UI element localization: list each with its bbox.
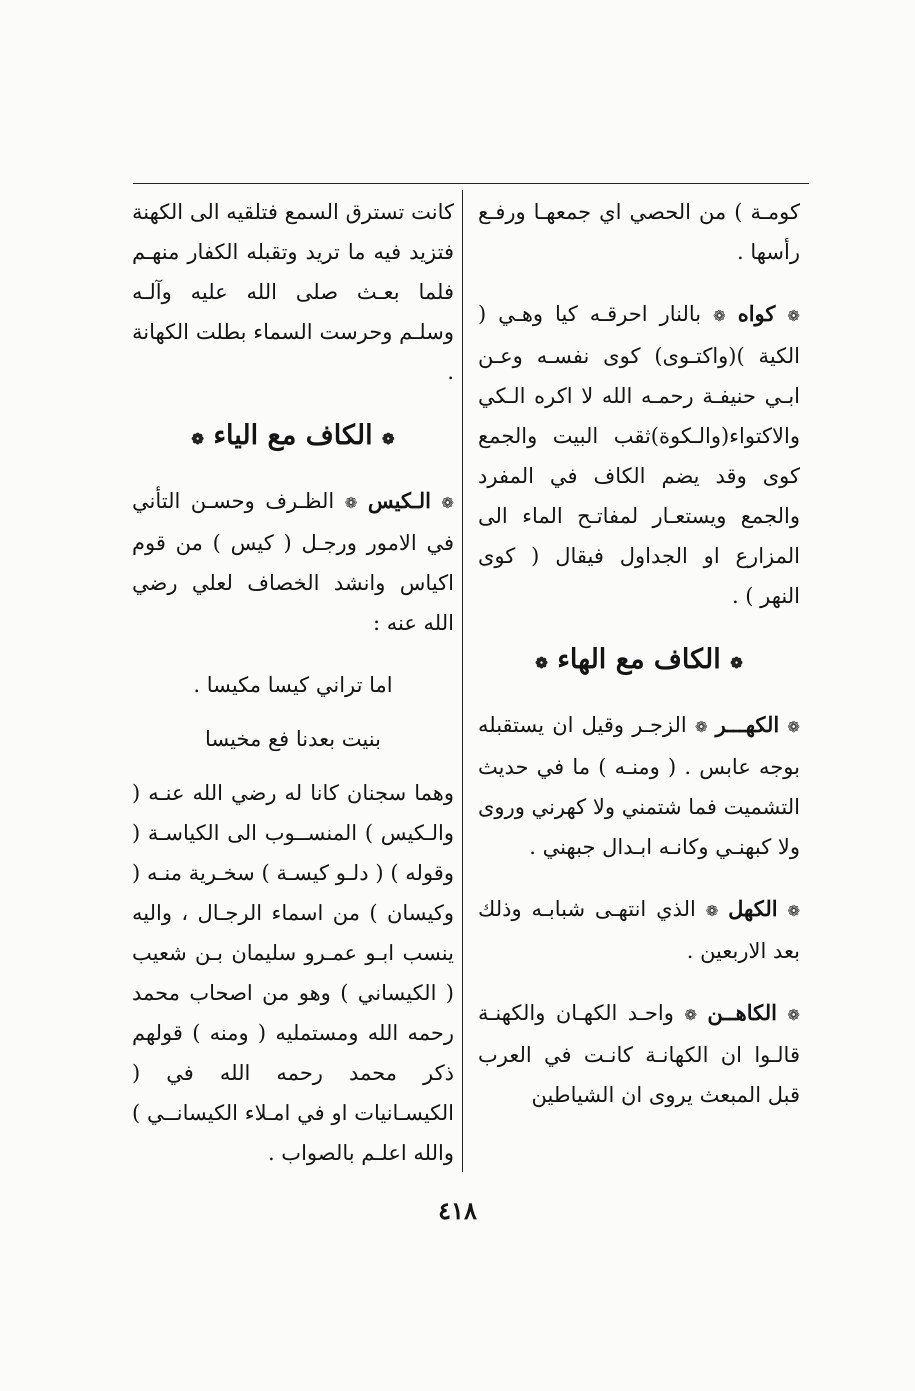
page-number: ٤١٨ xyxy=(438,1196,477,1225)
top-rule xyxy=(133,183,809,184)
right-column xyxy=(478,192,800,1137)
ornament-icon: ❁ xyxy=(441,494,454,512)
ornament-icon: ❁ xyxy=(694,718,708,736)
ornament-icon: ❁ xyxy=(787,1006,800,1024)
entry-term: كواه xyxy=(737,301,776,326)
ornament-icon: ❁ xyxy=(730,654,743,672)
paragraph-continuation: كومـة ) من الحصي اي جمعهـا ورفـع رأسها . xyxy=(478,200,800,264)
ornament-icon: ❁ xyxy=(191,430,204,448)
left-column xyxy=(132,192,454,1187)
verse-line-1: اما تراني كيسا مكيسا . xyxy=(193,673,393,697)
entry-alkahr xyxy=(478,705,800,867)
entry-text: بالنار احرقـه كيا وهـي ( الكية )(واكتـوى) كوى نفسـه وعـن ابـي حنيفـة رحمـه الله لا اكره الـكي والاكتواء(والـكوة)ثقب البيت والجمع كوى وقد يضم الكاف في المفرد والجمع ويستعـار لمفاتـح الماء الى المزارع او الجداول فيقال ( كوى النهر ) . xyxy=(478,302,800,608)
ornament-icon: ❁ xyxy=(344,494,358,512)
paragraph-kais-details: وهما سجنان كانا له رضي الله عنـه ( والـكيس ) المنســوب الى الكياسـة ( وقوله ) ( دلـو كيسـة ) سخـرية منـه ( وكيسان ) من اسماء الرجـال ، واليه ينسب ابـو عمـرو سليمان بـن شعيب ( الكيساني ) وهو من اصحاب محمد رحمه الله ومستمليه ( ومنه ) قولهم ذكر محمد رحمه الله في ( الكيسـانيات او في امـلاء الكيسانــي ) والله اعلـم بالصواب . xyxy=(132,781,454,1165)
entry-text: واحـد الكهـان والكهنـة قالـوا ان الكهانـة كانـت في العرب قبل المبعث يروى ان الشياطين xyxy=(478,1001,800,1107)
ornament-icon: ❁ xyxy=(713,307,726,325)
ornament-icon: ❁ xyxy=(787,902,801,920)
entry-text: الزجـر وقيل ان يستقبله بوجه عابس . ( ومنـه ) ما في حديث التشميت فما شتمني ولا كهرني وروى ولا كبهنـي وكانـه ابـدال جبهني . xyxy=(478,713,800,859)
entry-term: الكهل xyxy=(728,896,778,921)
entry-text: الذي انتهـى شبابـه وذلك بعد الاربعين . xyxy=(478,897,800,963)
column-divider xyxy=(462,190,463,1172)
entry-text: الظـرف وحسـن التأني في الامور ورجـل ( كيس ) من قوم اكياس وانشد الخصاف لعلي رضي الله عنه : xyxy=(132,489,454,635)
entry-term: الـكيس xyxy=(367,488,431,513)
ornament-icon: ❁ xyxy=(535,654,548,672)
section-heading-kaf-ya xyxy=(132,414,454,461)
section-heading-text: الكاف مع الهاء xyxy=(557,644,721,675)
ornament-icon: ❁ xyxy=(705,902,719,920)
verse-line-2: بنيت بعدنا فع مخيسا xyxy=(205,727,381,751)
entry-alkais xyxy=(132,481,454,643)
entry-alkahl xyxy=(478,889,800,971)
entry-kawah xyxy=(478,294,800,616)
ornament-icon: ❁ xyxy=(382,430,395,448)
entry-alkahin xyxy=(478,993,800,1115)
section-heading-kaf-ha xyxy=(478,638,800,685)
ornament-icon: ❁ xyxy=(787,718,800,736)
ornament-icon: ❁ xyxy=(787,307,800,325)
paragraph-continuation: كانت تسترق السمع فتلقيه الى الكهنة فتزيد فيه ما تريد وتقبله الكفار منهـم فلما بعـث صلى الله عليه وآلـه وسلـم وحرست السماء بطلت الكهانة . xyxy=(132,200,454,384)
section-heading-text: الكاف مع الياء xyxy=(213,420,373,451)
entry-term: الكهـــر xyxy=(715,712,780,737)
entry-term: الكاهــن xyxy=(707,1000,777,1025)
ornament-icon: ❁ xyxy=(684,1006,697,1024)
